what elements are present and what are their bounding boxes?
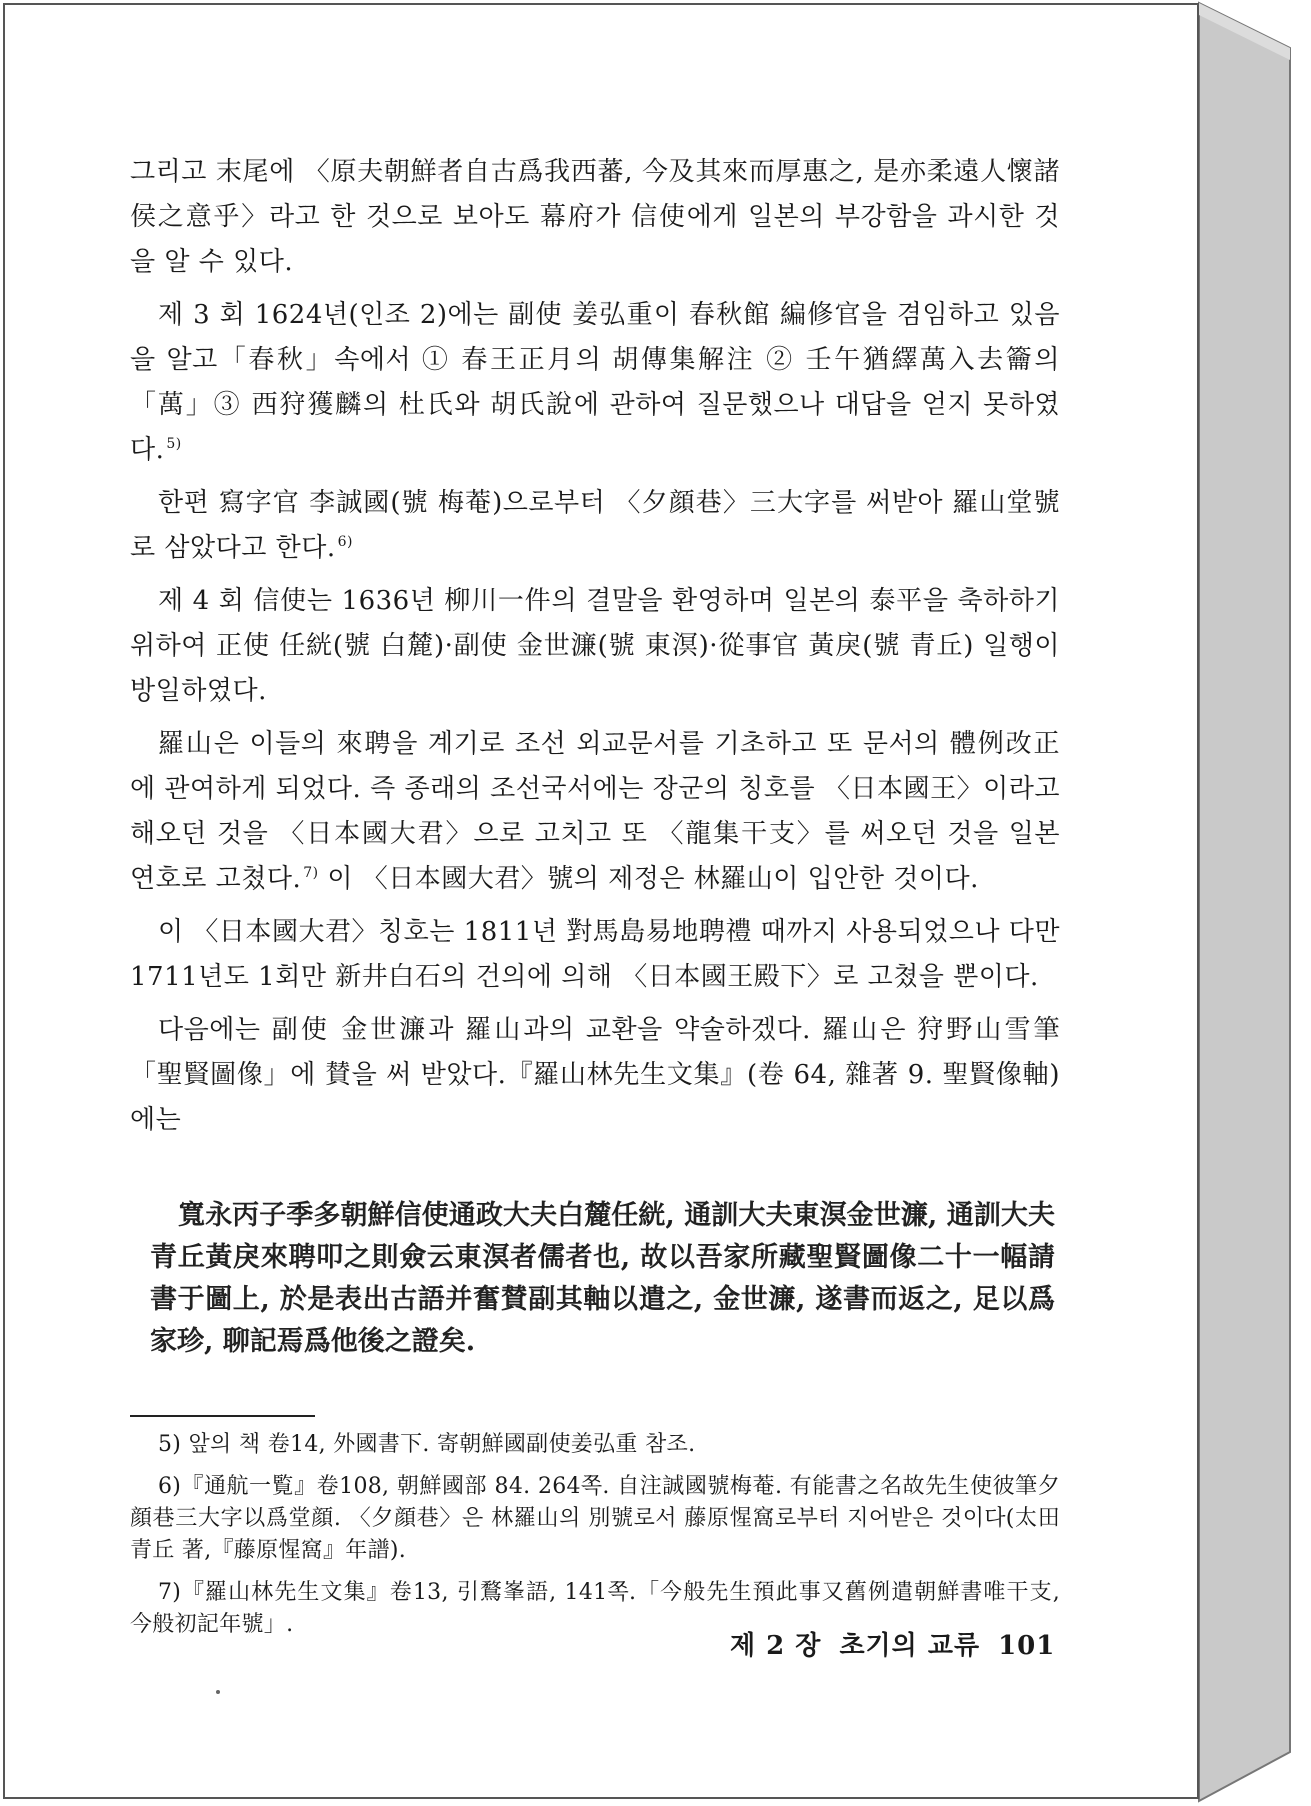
paragraph-5-text-b: 이 〈日本國大君〉號의 제정은 林羅山이 입안한 것이다. (318, 864, 979, 894)
block-quote: 寬永丙子季多朝鮮信使通政大夫白麓任絖, 通訓大夫東溟金世濂, 通訓大夫青丘黃戾來聘叩之則僉云東溟者儒者也, 故以吾家所藏聖賢圖像二十一幅請書于圖上, 於是表出古語并奮賛副其軸以遣之, 金世濂, 遂書而返之, 足以爲家珍, 聊記焉爲他後之證矣. (150, 1200, 1055, 1357)
footnote-ref-7: 7) (303, 865, 319, 882)
paragraph-7: 다음에는 副使 金世濂과 羅山과의 교환을 약술하겠다. 羅山은 狩野山雪筆「聖賢圖像」에 賛을 써 받았다.『羅山林先生文集』(卷 64, 雜著 9. 聖賢像軸)에는 (130, 1015, 1060, 1135)
footer-chapter-title: 초기의 교류 (839, 1631, 981, 1661)
scan-speck (216, 1690, 220, 1694)
footnote-ref-6: 6) (337, 534, 353, 551)
paragraph-3 (130, 481, 1060, 571)
paragraph-5 (130, 722, 1060, 902)
page-number: 101 (998, 1631, 1056, 1661)
footnote-ref-5: 5) (166, 436, 182, 453)
paragraph-3-text: 한편 寫字官 李誠國(號 梅菴)으로부터 〈夕顔巷〉三大字를 써받아 羅山堂號로 삼았다고 한다. (130, 488, 1060, 563)
footnote-5: 5) 앞의 책 卷14, 外國書下. 寄朝鮮國副使姜弘重 참조. (158, 1432, 696, 1457)
paragraph-1: 그리고 末尾에 〈原夫朝鮮者自古爲我西蕃, 今及其來而厚惠之, 是亦柔遠人懷諸侯之意乎〉라고 한 것으로 보아도 幕府가 信使에게 일본의 부강함을 과시한 것을 알 수 있다. (130, 157, 1060, 277)
footer-chapter: 제 2 장 (730, 1631, 822, 1661)
footnote-divider (130, 1415, 315, 1417)
paragraph-2-text: 제 3 회 1624년(인조 2)에는 副使 姜弘重이 春秋館 編修官을 겸임하고 있음을 알고「春秋」속에서 ① 春王正月의 胡傳集解注 ② 壬午猶繹萬入去籥의「萬」③ 西狩獲麟의 杜氏와 胡氏說에 관하여 질문했으나 대답을 얻지 못하였다. (130, 300, 1060, 465)
running-footer (730, 1625, 1073, 1662)
page-content (130, 150, 1060, 1641)
footnote-7: 7)『羅山林先生文集』卷13, 引鶩峯語, 141쪽.「今般先生預此事又舊例遣朝鮮書唯干支, 今般初記年號」. (130, 1580, 1060, 1637)
paragraph-2 (130, 293, 1060, 473)
paragraph-5-text-a: 羅山은 이들의 來聘을 계기로 조선 외교문서를 기초하고 또 문서의 體例改正에 관여하게 되었다. 즉 종래의 조선국서에는 장군의 칭호를 〈日本國王〉이라고 해오던 것을 〈日本國大君〉으로 고치고 또 〈龍集干支〉를 써오던 것을 일본 연호로 고쳤다. (130, 729, 1060, 894)
footnote-6: 6)『通航一覧』卷108, 朝鮮國部 84. 264쪽. 自注誠國號梅菴. 有能書之名故先生使彼筆夕顔巷三大字以爲堂顔. 〈夕顔巷〉은 林羅山의 別號로서 藤原惺窩로부터 지어받은 것이다(太田青丘 著,『藤原惺窩』年譜). (130, 1474, 1060, 1563)
paragraph-4: 제 4 회 信使는 1636년 柳川一件의 결말을 환영하며 일본의 泰平을 축하하기 위하여 正使 任絖(號 白麓)·副使 金世濂(號 東溟)·從事官 黃戾(號 青丘) 일행이 방일하였다. (130, 586, 1060, 706)
paragraph-6: 이 〈日本國大君〉칭호는 1811년 對馬島易地聘禮 때까지 사용되었으나 다만 1711년도 1회만 新井白石의 건의에 의해 〈日本國王殿下〉로 고쳤을 뿐이다. (130, 917, 1060, 992)
